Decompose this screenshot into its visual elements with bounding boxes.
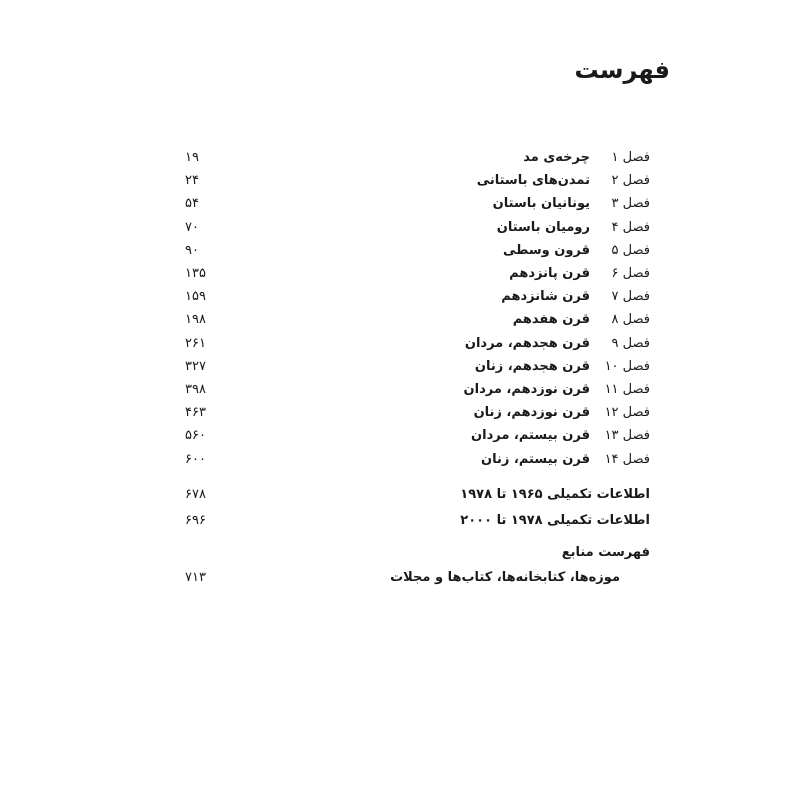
toc-row-chapter [0,173,800,196]
chapter-label: فصل ۱۳ [604,428,650,444]
toc-row-chapter [0,382,800,405]
page-number: ۶۹۶ [185,513,206,528]
chapter-label: فصل ۱۰ [604,358,650,374]
chapter-title: قرن شانزدهم [501,289,590,305]
chapter-title: قرن بیستم، زنان [481,451,590,467]
sources-item: موزه‌ها، کتابخانه‌ها، کتاب‌ها و مجلات [390,570,620,585]
chapter-label: فصل ۲ [611,173,650,189]
chapter-title: قرن هفدهم [512,312,590,328]
chapter-title: قرن هجدهم، زنان [474,358,590,374]
page-number: ۷۱۳ [185,570,206,585]
page-number: ۱۵۹ [185,289,206,305]
toc-row-chapter [0,196,800,219]
toc-row-chapter [0,428,800,451]
page-title: فهرست [574,56,670,84]
toc-row-chapter [0,266,800,289]
supplement-title: اطلاعات تکمیلی ۱۹۷۸ تا ۲۰۰۰ [460,513,650,528]
chapter-title: قرن پانزدهم [509,266,590,281]
page-number: ۵۶۰ [185,428,206,444]
chapter-title: قرن بیستم، مردان [471,428,590,444]
chapter-label: فصل ۱۱ [604,382,650,397]
page-number: ۹۰ [185,242,199,258]
page-number: ۱۹۸ [185,312,206,328]
toc-row-supplement [0,513,800,536]
chapter-label: فصل ۳ [611,196,650,212]
chapter-title: تمدن‌های باستانی [476,173,590,189]
toc-row-sources-item [0,570,800,593]
toc-row-chapter [0,312,800,335]
toc-row-chapter [0,336,800,359]
toc-row-sources-heading [0,545,800,568]
supplement-title: اطلاعات تکمیلی ۱۹۶۵ تا ۱۹۷۸ [460,487,650,502]
page-number: ۲۴ [185,173,199,189]
toc-row-chapter [0,452,800,475]
chapter-title: قرن نوزدهم، مردان [463,382,590,397]
chapter-title: یونانیان باستان [492,196,590,212]
page-number: ۶۰۰ [185,451,206,467]
toc-row-chapter [0,150,800,173]
chapter-title: رومیان باستان [496,219,590,235]
page-number: ۶۷۸ [185,487,206,502]
sources-heading: فهرست منابع [561,545,650,560]
toc-row-chapter [0,220,800,243]
toc-row-chapter [0,243,800,266]
toc-row-chapter [0,289,800,312]
chapter-label: فصل ۱ [611,150,650,165]
chapter-label: فصل ۱۲ [604,405,650,421]
chapter-title: چرخه‌ی مد [523,150,590,165]
page-number: ۱۹ [185,150,199,165]
page-number: ۳۹۸ [185,382,206,397]
chapter-title: قرون وسطی [503,242,590,258]
toc-row-supplement [0,487,800,510]
chapter-label: فصل ۸ [611,312,650,328]
chapter-title: قرن هجدهم، مردان [464,335,590,351]
chapter-label: فصل ۴ [611,219,650,235]
page-number: ۱۳۵ [185,266,206,281]
toc-row-chapter [0,359,800,382]
chapter-label: فصل ۶ [611,266,650,281]
chapter-label: فصل ۷ [611,289,650,305]
chapter-label: فصل ۵ [611,242,650,258]
toc-row-chapter [0,405,800,428]
page-number: ۳۲۷ [185,358,206,374]
chapter-label: فصل ۹ [611,335,650,351]
page-number: ۲۶۱ [185,335,206,351]
page-number: ۷۰ [185,219,199,235]
page-number: ۵۴ [185,196,199,212]
page-number: ۴۶۳ [185,405,206,421]
chapter-title: قرن نوزدهم، زنان [473,405,590,421]
chapter-label: فصل ۱۴ [604,451,650,467]
